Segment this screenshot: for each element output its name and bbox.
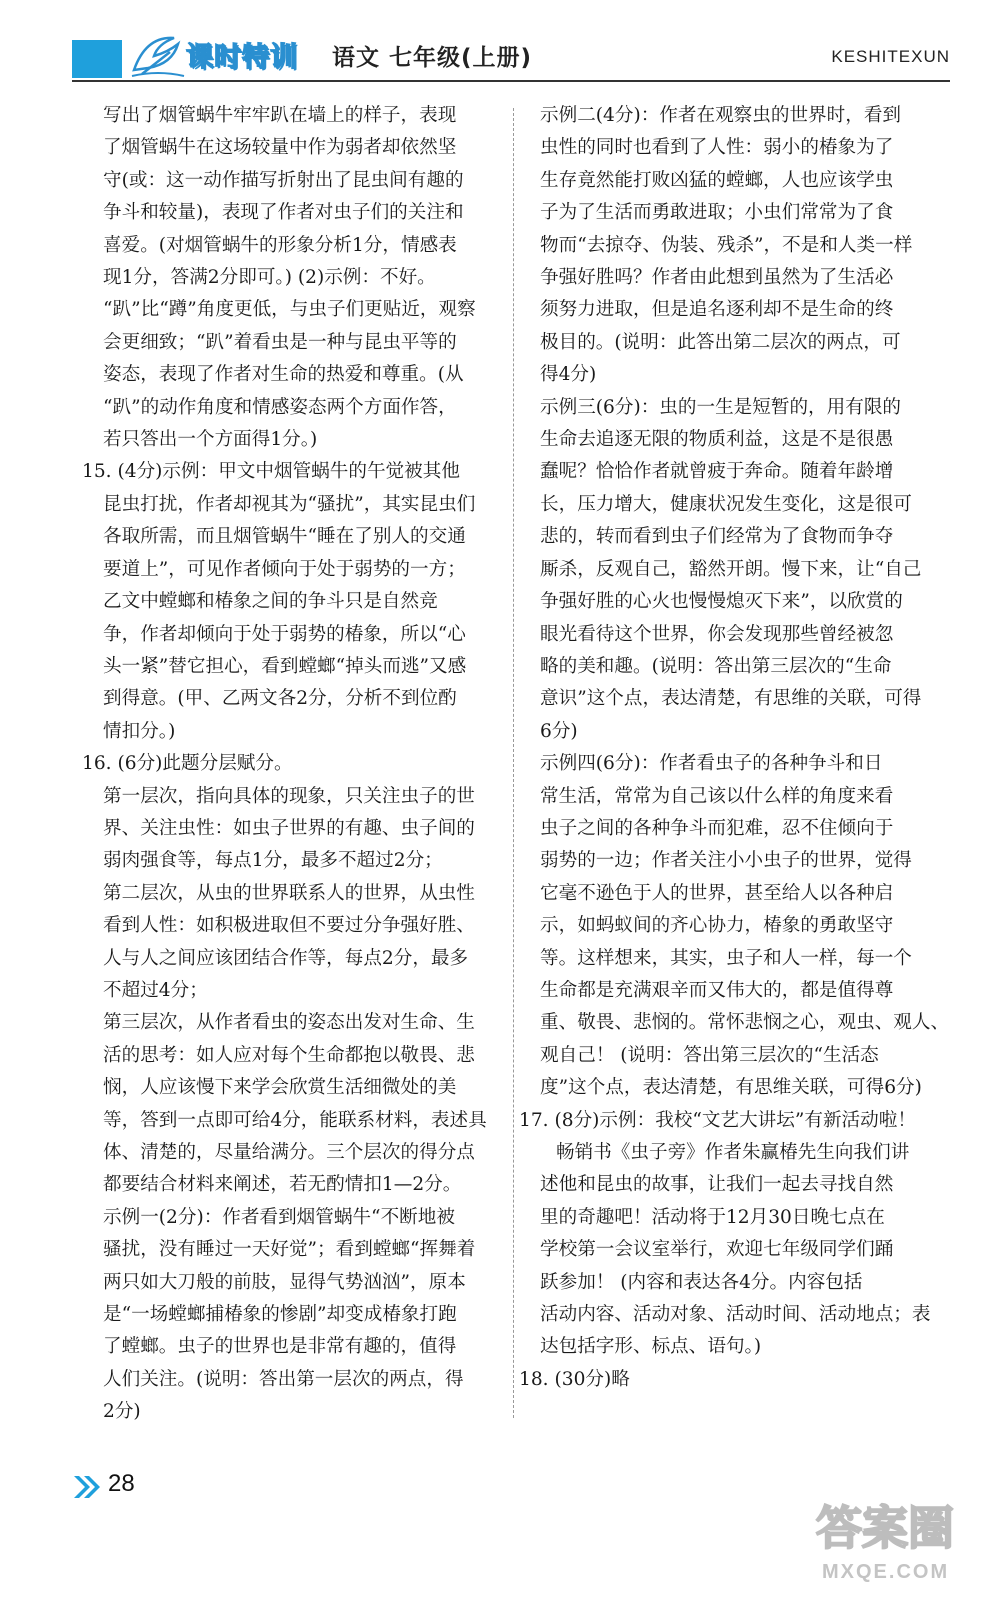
text-line: 蠢呢？恰恰作者就曾疲于奔命。随着年龄增 xyxy=(540,461,894,483)
text-line: 是“一场螳螂捕椿象的惨剧”却变成椿象打跑 xyxy=(103,1304,457,1326)
text-line: 情扣分。) xyxy=(103,720,176,742)
text-line: 第一层次，指向具体的现象，只关注虫子的世 xyxy=(103,785,475,807)
text-line: 6分) xyxy=(540,720,578,742)
text-line: 长，压力增大，健康状况发生变化，这是很可 xyxy=(540,493,912,515)
question-18-line: 18. (30分)略 xyxy=(519,1368,630,1390)
text-line: 现1分，答满2分即可。) (2)示例：不好。 xyxy=(103,267,436,289)
watermark-url: MXQE.COM xyxy=(822,1561,950,1583)
text-line: 得4分) xyxy=(540,364,597,386)
question-17-line: 17. (8分)示例：我校“文艺大讲坛”有新活动啦！ xyxy=(519,1109,916,1131)
text-line: 意识”这个点，表达清楚，有思维的关联，可得 xyxy=(540,688,922,710)
text-line: 弱势的一边；作者关注小小虫子的世界，觉得 xyxy=(540,850,912,872)
text-line: 会更细致；“趴”着看虫是一种与昆虫平等的 xyxy=(103,331,457,353)
text-line: 度”这个点，表达清楚，有思维关联，可得6分) xyxy=(540,1077,922,1099)
text-line: 悯，人应该慢下来学会欣赏生活细微处的美 xyxy=(103,1077,457,1099)
text-line: 弱肉强食等，每点1分，最多不超过2分； xyxy=(103,850,443,872)
text-line: 活动内容、活动对象、活动时间、活动地点；表 xyxy=(540,1304,931,1326)
text-line: 活的思考：如人应对每个生命都抱以敬畏、悲 xyxy=(103,1044,475,1066)
text-line: 观自己！ (说明：答出第三层次的“生活态 xyxy=(540,1044,879,1066)
text-line: 若只答出一个方面得1分。) xyxy=(103,429,318,451)
text-line: 守(或：这一动作描写折射出了昆虫间有趣的 xyxy=(103,169,464,191)
text-line: 常生活，常常为自己该以什么样的角度来看 xyxy=(540,785,894,807)
text-line: 昆虫打扰，作者却视其为“骚扰”，其实昆虫们 xyxy=(103,493,476,515)
brand-title: 课时特训 xyxy=(186,42,298,73)
text-line: 争，作者却倾向于处于弱势的椿象，所以“心 xyxy=(103,623,466,645)
text-line: 达包括字形、标点、语句。) xyxy=(540,1336,762,1358)
header-divider xyxy=(72,80,950,82)
text-line: 里的奇趣吧！活动将于12月30日晚七点在 xyxy=(540,1206,885,1228)
watermark-text: 答案圈 xyxy=(816,1501,954,1555)
text-line: 人与人之间应该团结合作等，每点2分，最多 xyxy=(103,947,469,969)
brand-pinyin: KESHITEXUN xyxy=(831,47,950,66)
text-line: 学校第一会议室举行，欢迎七年级同学们踊 xyxy=(540,1239,894,1261)
text-line: “趴”比“蹲”角度更低，与虫子们更贴近，观察 xyxy=(103,299,476,321)
text-line: 示例三(6分)：虫的一生是短暂的，用有限的 xyxy=(540,396,902,418)
text-line: 生存竟然能打败凶猛的螳螂，人也应该学虫 xyxy=(540,169,894,191)
text-line: 虫性的同时也看到了人性：弱小的椿象为了 xyxy=(540,137,894,159)
text-line: 厮杀，反观自己，豁然开朗。慢下来，让“自己 xyxy=(540,558,922,580)
page-number: 28 xyxy=(108,1470,135,1497)
page-header xyxy=(0,0,1002,92)
text-line: 各取所需，而且烟管蜗牛“睡在了别人的交通 xyxy=(103,526,466,548)
question-16-line: 16. (6分)此题分层赋分。 xyxy=(82,753,293,775)
text-line: 第三层次，从作者看虫的姿态出发对生命、生 xyxy=(103,1012,475,1034)
double-chevron-right-icon xyxy=(72,1474,102,1500)
text-line: 示例四(6分)：作者看虫子的各种争斗和日 xyxy=(540,753,883,775)
text-line: 体、清楚的，尽量给满分。三个层次的得分点 xyxy=(103,1142,475,1163)
text-line: 极目的。(说明：此答出第二层次的两点，可 xyxy=(540,331,901,353)
text-line: 示例一(2分)：作者看到烟管蜗牛“不断地被 xyxy=(103,1206,455,1228)
text-line: 头一紧”替它担心，看到螳螂“掉头而逃”又感 xyxy=(103,655,467,677)
text-line: 畅销书《虫子旁》作者朱赢椿先生向我们讲 xyxy=(556,1142,910,1163)
text-line: “趴”的动作角度和情感姿态两个方面作答， xyxy=(103,396,457,418)
left-column xyxy=(82,100,498,1429)
text-line: 2分) xyxy=(103,1401,141,1423)
text-line: 物而“去掠夺、伪装、残杀”，不是和人类一样 xyxy=(540,234,913,256)
text-line: 述他和昆虫的故事，让我们一起去寻找自然 xyxy=(540,1174,894,1196)
text-line: 看到人性：如积极进取但不要过分争强好胜、 xyxy=(103,915,475,937)
text-line: 人们关注。(说明：答出第一层次的两点，得 xyxy=(103,1368,464,1390)
text-line: 略的美和趣。(说明：答出第三层次的“生命 xyxy=(540,655,892,677)
text-line: 骚扰，没有睡过一天好觉”；看到螳螂“挥舞着 xyxy=(103,1239,476,1261)
question-15-line: 15. (4分)示例：甲文中烟管蜗牛的午觉被其他 xyxy=(82,461,460,483)
text-line: 它毫不逊色于人的世界，甚至给人以各种启 xyxy=(540,882,894,904)
subject-grade: 语文 七年级(上册) xyxy=(332,45,533,71)
text-line: 子为了生活而勇敢进取；小虫们常常为了食 xyxy=(540,202,894,224)
right-column xyxy=(519,100,952,1396)
text-line: 须努力进取，但是追名逐利却不是生命的终 xyxy=(540,299,894,321)
text-line: 生命都是充满艰辛而又伟大的，都是值得尊 xyxy=(540,979,894,1001)
text-line: 了烟管蜗牛在这场较量中作为弱者却依然坚 xyxy=(103,137,457,159)
column-divider xyxy=(513,108,514,1418)
text-line: 第二层次，从虫的世界联系人的世界，从虫性 xyxy=(103,882,475,904)
text-line: 虫子之间的各种争斗而犯难，忍不住倾向于 xyxy=(540,817,894,839)
text-line: 等。这样想来，其实，虫子和人一样，每一个 xyxy=(540,947,912,969)
text-line: 要道上”，可见作者倾向于处于弱势的一方； xyxy=(103,558,466,580)
header-color-block xyxy=(72,40,122,78)
text-line: 不超过4分； xyxy=(103,979,208,1001)
text-line: 示例二(4分)：作者在观察虫的世界时，看到 xyxy=(540,105,902,126)
text-line: 争强好胜的心火也慢慢熄灭下来”，以欣赏的 xyxy=(540,591,903,613)
text-line: 两只如大刀般的前肢，显得气势汹汹”，原本 xyxy=(103,1271,466,1293)
text-line: 生命去追逐无限的物质利益，这是不是很愚 xyxy=(540,429,894,451)
text-line: 争斗和较量)，表现了作者对虫子们的关注和 xyxy=(103,202,464,224)
text-line: 喜爱。(对烟管蜗牛的形象分析1分，情感表 xyxy=(103,234,457,256)
text-line: 争强好胜吗？作者由此想到虽然为了生活必 xyxy=(540,267,894,289)
text-line: 了螳螂。虫子的世界也是非常有趣的，值得 xyxy=(103,1336,457,1358)
text-line: 界、关注虫性：如虫子世界的有趣、虫子间的 xyxy=(103,817,475,839)
text-line: 姿态，表现了作者对生命的热爱和尊重。(从 xyxy=(103,364,464,386)
text-line: 示，如蚂蚁间的齐心协力，椿象的勇敢坚守 xyxy=(540,915,894,937)
bird-pen-logo-icon xyxy=(128,30,188,80)
text-line: 重、敬畏、悲悯的。常怀悲悯之心，观虫、观人、 xyxy=(540,1012,950,1034)
text-line: 悲的，转而看到虫子们经常为了食物而争夺 xyxy=(540,526,894,548)
text-line: 乙文中螳螂和椿象之间的争斗只是自然竞 xyxy=(103,591,438,613)
text-line: 眼光看待这个世界，你会发现那些曾经被忽 xyxy=(540,623,894,645)
text-line: 跃参加！ (内容和表达各4分。内容包括 xyxy=(540,1271,863,1293)
answer-stamp-icon xyxy=(810,1488,970,1588)
text-line: 写出了烟管蜗牛牢牢趴在墙上的样子，表现 xyxy=(103,105,457,126)
text-line: 等，答到一点即可给4分，能联系材料，表述具 xyxy=(103,1109,487,1131)
text-line: 到得意。(甲、乙两文各2分，分析不到位酌 xyxy=(103,688,457,710)
text-line: 都要结合材料来阐述，若无酌情扣1—2分。 xyxy=(103,1174,462,1196)
